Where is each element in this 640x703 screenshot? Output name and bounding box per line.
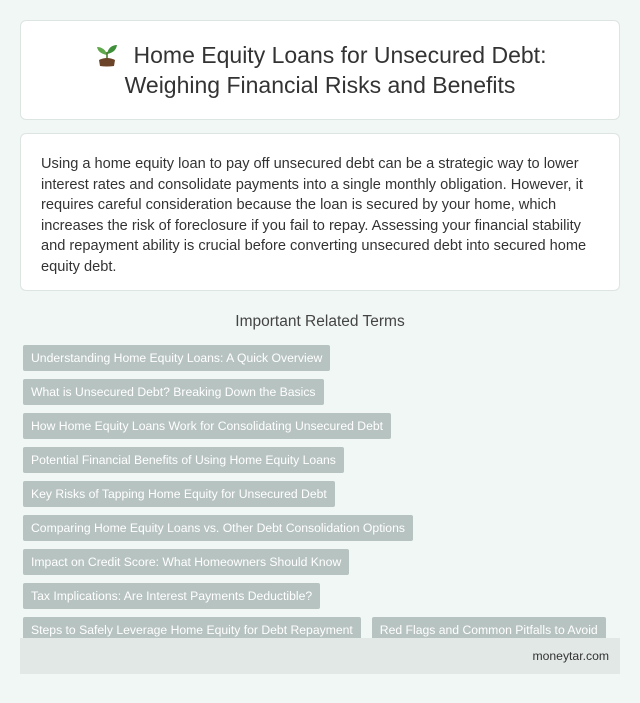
page-title [61, 40, 579, 100]
footer [20, 638, 620, 674]
page-title-text: Home Equity Loans for Unsecured Debt: Weighing Financial Risks and Benefits [124, 42, 547, 98]
related-term-tag[interactable]: How Home Equity Loans Work for Consolidating Unsecured Debt [23, 413, 391, 439]
related-term-tag[interactable]: Tax Implications: Are Interest Payments Deductible? [23, 583, 320, 609]
plant-sprout-icon [94, 41, 120, 67]
related-term-tag[interactable]: Understanding Home Equity Loans: A Quick Overview [23, 345, 330, 371]
title-card [20, 20, 620, 120]
related-term-tag[interactable]: Potential Financial Benefits of Using Home Equity Loans [23, 447, 344, 473]
intro-paragraph: Using a home equity loan to pay off unsecured debt can be a strategic way to lower interest rates and consolidate payments into a single monthly obligation. However, it requires careful consideration because the loan is secured by your home, which increases the risk of foreclosure if you fail to repay. Assessing your financial stability and repayment ability is crucial before converting unsecured debt into secured home equity debt. [41, 156, 587, 275]
related-term-tag[interactable]: Impact on Credit Score: What Homeowners Should Know [23, 549, 349, 575]
footer-site-link[interactable]: moneytar.com [532, 649, 609, 663]
related-term-tag[interactable]: Red Flags and Common Pitfalls to Avoid [372, 617, 606, 643]
intro-card [20, 133, 620, 291]
related-terms-list [20, 343, 620, 649]
related-term-tag[interactable]: Comparing Home Equity Loans vs. Other Debt Consolidation Options [23, 515, 413, 541]
related-term-tag[interactable]: Steps to Safely Leverage Home Equity for Debt Repayment [23, 617, 361, 643]
related-term-tag[interactable]: What is Unsecured Debt? Breaking Down the Basics [23, 379, 324, 405]
related-term-tag[interactable]: Key Risks of Tapping Home Equity for Unsecured Debt [23, 481, 335, 507]
related-terms-heading: Important Related Terms [235, 313, 405, 330]
